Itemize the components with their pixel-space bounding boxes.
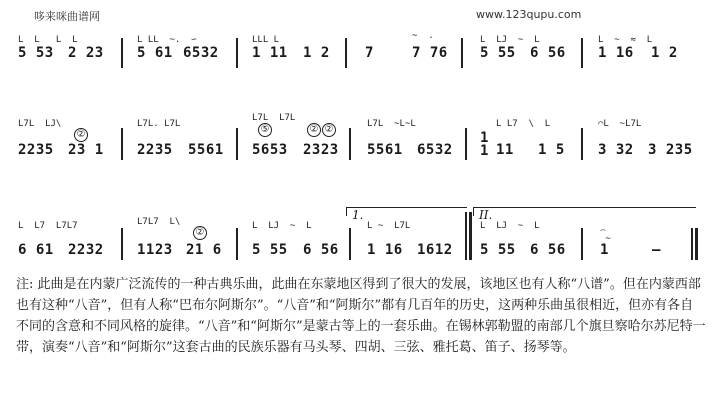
bar-line — [349, 228, 351, 260]
watermark-right: www.123qupu.com — [476, 8, 582, 21]
volta-label-1: 1. — [352, 208, 364, 222]
bar-line — [581, 128, 583, 160]
bar-line — [121, 38, 123, 68]
note-group: 2235 — [137, 142, 173, 158]
footnote-label: 注: — [16, 277, 34, 292]
note-group: 23 1 — [68, 142, 104, 158]
ornament-marks: ⌒L ~L7L — [598, 119, 642, 129]
bar-line — [691, 228, 693, 260]
ornament-marks: ~ . — [412, 31, 434, 41]
note-group: 7 — [365, 45, 374, 61]
ornament-marks: L7L ~L~L — [367, 119, 416, 129]
note-group: 5 55 — [480, 45, 516, 61]
note-group: 6 56 — [303, 242, 339, 258]
note-group: 5561 — [188, 142, 224, 158]
volta-bracket-2 — [473, 207, 696, 216]
note-group: 21 6 — [186, 242, 222, 258]
note-group: 5 55 — [480, 242, 516, 258]
note-group: 6 56 — [530, 45, 566, 61]
note-group: 11 — [496, 142, 514, 158]
ornament-marks: L LL ~. ∽ — [137, 35, 197, 45]
ornament-marks: L7L L7L — [252, 113, 296, 123]
circled-fingering: ⑤ — [258, 123, 272, 137]
note-group: 5561 — [367, 142, 403, 158]
ornament-marks: L7L. L7L — [137, 119, 181, 129]
note-group: 5 55 — [252, 242, 288, 258]
note-group: 3 32 — [598, 142, 634, 158]
note-group: 6 61 — [18, 242, 54, 258]
bar-line — [236, 38, 238, 68]
circled-fingering: ② — [307, 123, 321, 137]
note-group: – — [652, 242, 661, 258]
bar-line — [236, 128, 238, 160]
ornament-marks: LLL L — [252, 35, 280, 45]
bar-line — [121, 128, 123, 160]
note-group: 1 2 — [651, 45, 678, 61]
note-group: 7 76 — [412, 45, 448, 61]
note-group: 5 53 — [18, 45, 54, 61]
bar-line-thick — [469, 212, 472, 260]
note-group: 6532 — [417, 142, 453, 158]
final-bar-line — [695, 228, 698, 260]
bar-line — [581, 38, 583, 68]
footnote-text: 此曲是在内蒙广泛流传的一种古典乐曲，此曲在东蒙地区得到了很大的发展，该地区也有人称“八谱”。但在内蒙西部也有这种“八音”，但有人称“巴布尔阿斯尔”。“八音”和“阿斯尔”都有几百年的历史，这两种乐曲虽很相近，但亦有各自不同的含意和不同风格的旋律。“八音”和“阿斯尔”是蒙古等上的一套乐曲。在锡林郭勒盟的南部几个旗旦察哈尔苏尼特一带，演奏“八音”和“阿斯尔”这套古曲的民族乐器有马头琴、四胡、三弦、雅托葛、笛子、扬琴等。 — [16, 277, 706, 355]
volta-label-2: II. — [479, 208, 493, 222]
note-group: 2232 — [68, 242, 104, 258]
bar-line — [236, 228, 238, 260]
fermata-icon: ⌢ ~ — [600, 225, 611, 244]
note-group: 1 11 — [252, 45, 288, 61]
note-group: 2323 — [303, 142, 339, 158]
ornament-marks: L L L L — [18, 35, 78, 45]
ornament-marks: L7L7 L\ — [137, 217, 181, 227]
note-group: 3 235 — [648, 142, 693, 158]
volta-bracket-1 — [346, 207, 467, 216]
bar-line — [461, 38, 463, 68]
circled-fingering: ② — [322, 123, 336, 137]
note-group: 1123 — [137, 242, 173, 258]
ornament-marks: L L7 \ L — [496, 119, 551, 129]
note-group: 2235 — [18, 142, 54, 158]
ornament-marks: L LJ ~ L — [480, 35, 540, 45]
chord-note: 1 — [480, 143, 489, 159]
note-group: 5 61 — [137, 45, 173, 61]
bar-line — [345, 38, 347, 68]
bar-line — [465, 212, 467, 260]
note-group: 1 2 — [303, 45, 330, 61]
ornament-marks: L L7 L7L7 — [18, 221, 78, 231]
note-group: 1 16 — [598, 45, 634, 61]
ornament-marks: L LJ ~ L — [252, 221, 312, 231]
note-group: 1612 — [417, 242, 453, 258]
chord-note: 1 — [480, 130, 489, 146]
footnote — [16, 274, 706, 358]
circled-fingering: ② — [193, 226, 207, 240]
bar-line — [465, 128, 467, 160]
circled-fingering: ② — [74, 128, 88, 142]
bar-line — [349, 128, 351, 160]
ornament-marks: L LJ ~ L — [480, 221, 540, 231]
note-group: 1 — [600, 242, 609, 258]
note-group: 5653 — [252, 142, 288, 158]
note-group: 2 23 — [68, 45, 104, 61]
bar-line — [581, 228, 583, 260]
watermark-left: 哆来咪曲谱网 — [34, 10, 100, 23]
note-group: 6532 — [183, 45, 219, 61]
note-group: 6 56 — [530, 242, 566, 258]
note-group: 1 16 — [367, 242, 403, 258]
bar-line — [121, 228, 123, 260]
note-group: 1 5 — [538, 142, 565, 158]
ornament-marks: L7L LJ\ — [18, 119, 62, 129]
ornament-marks: L ~ L7L — [367, 221, 411, 231]
ornament-marks: L ~ ≈ L — [598, 35, 653, 45]
